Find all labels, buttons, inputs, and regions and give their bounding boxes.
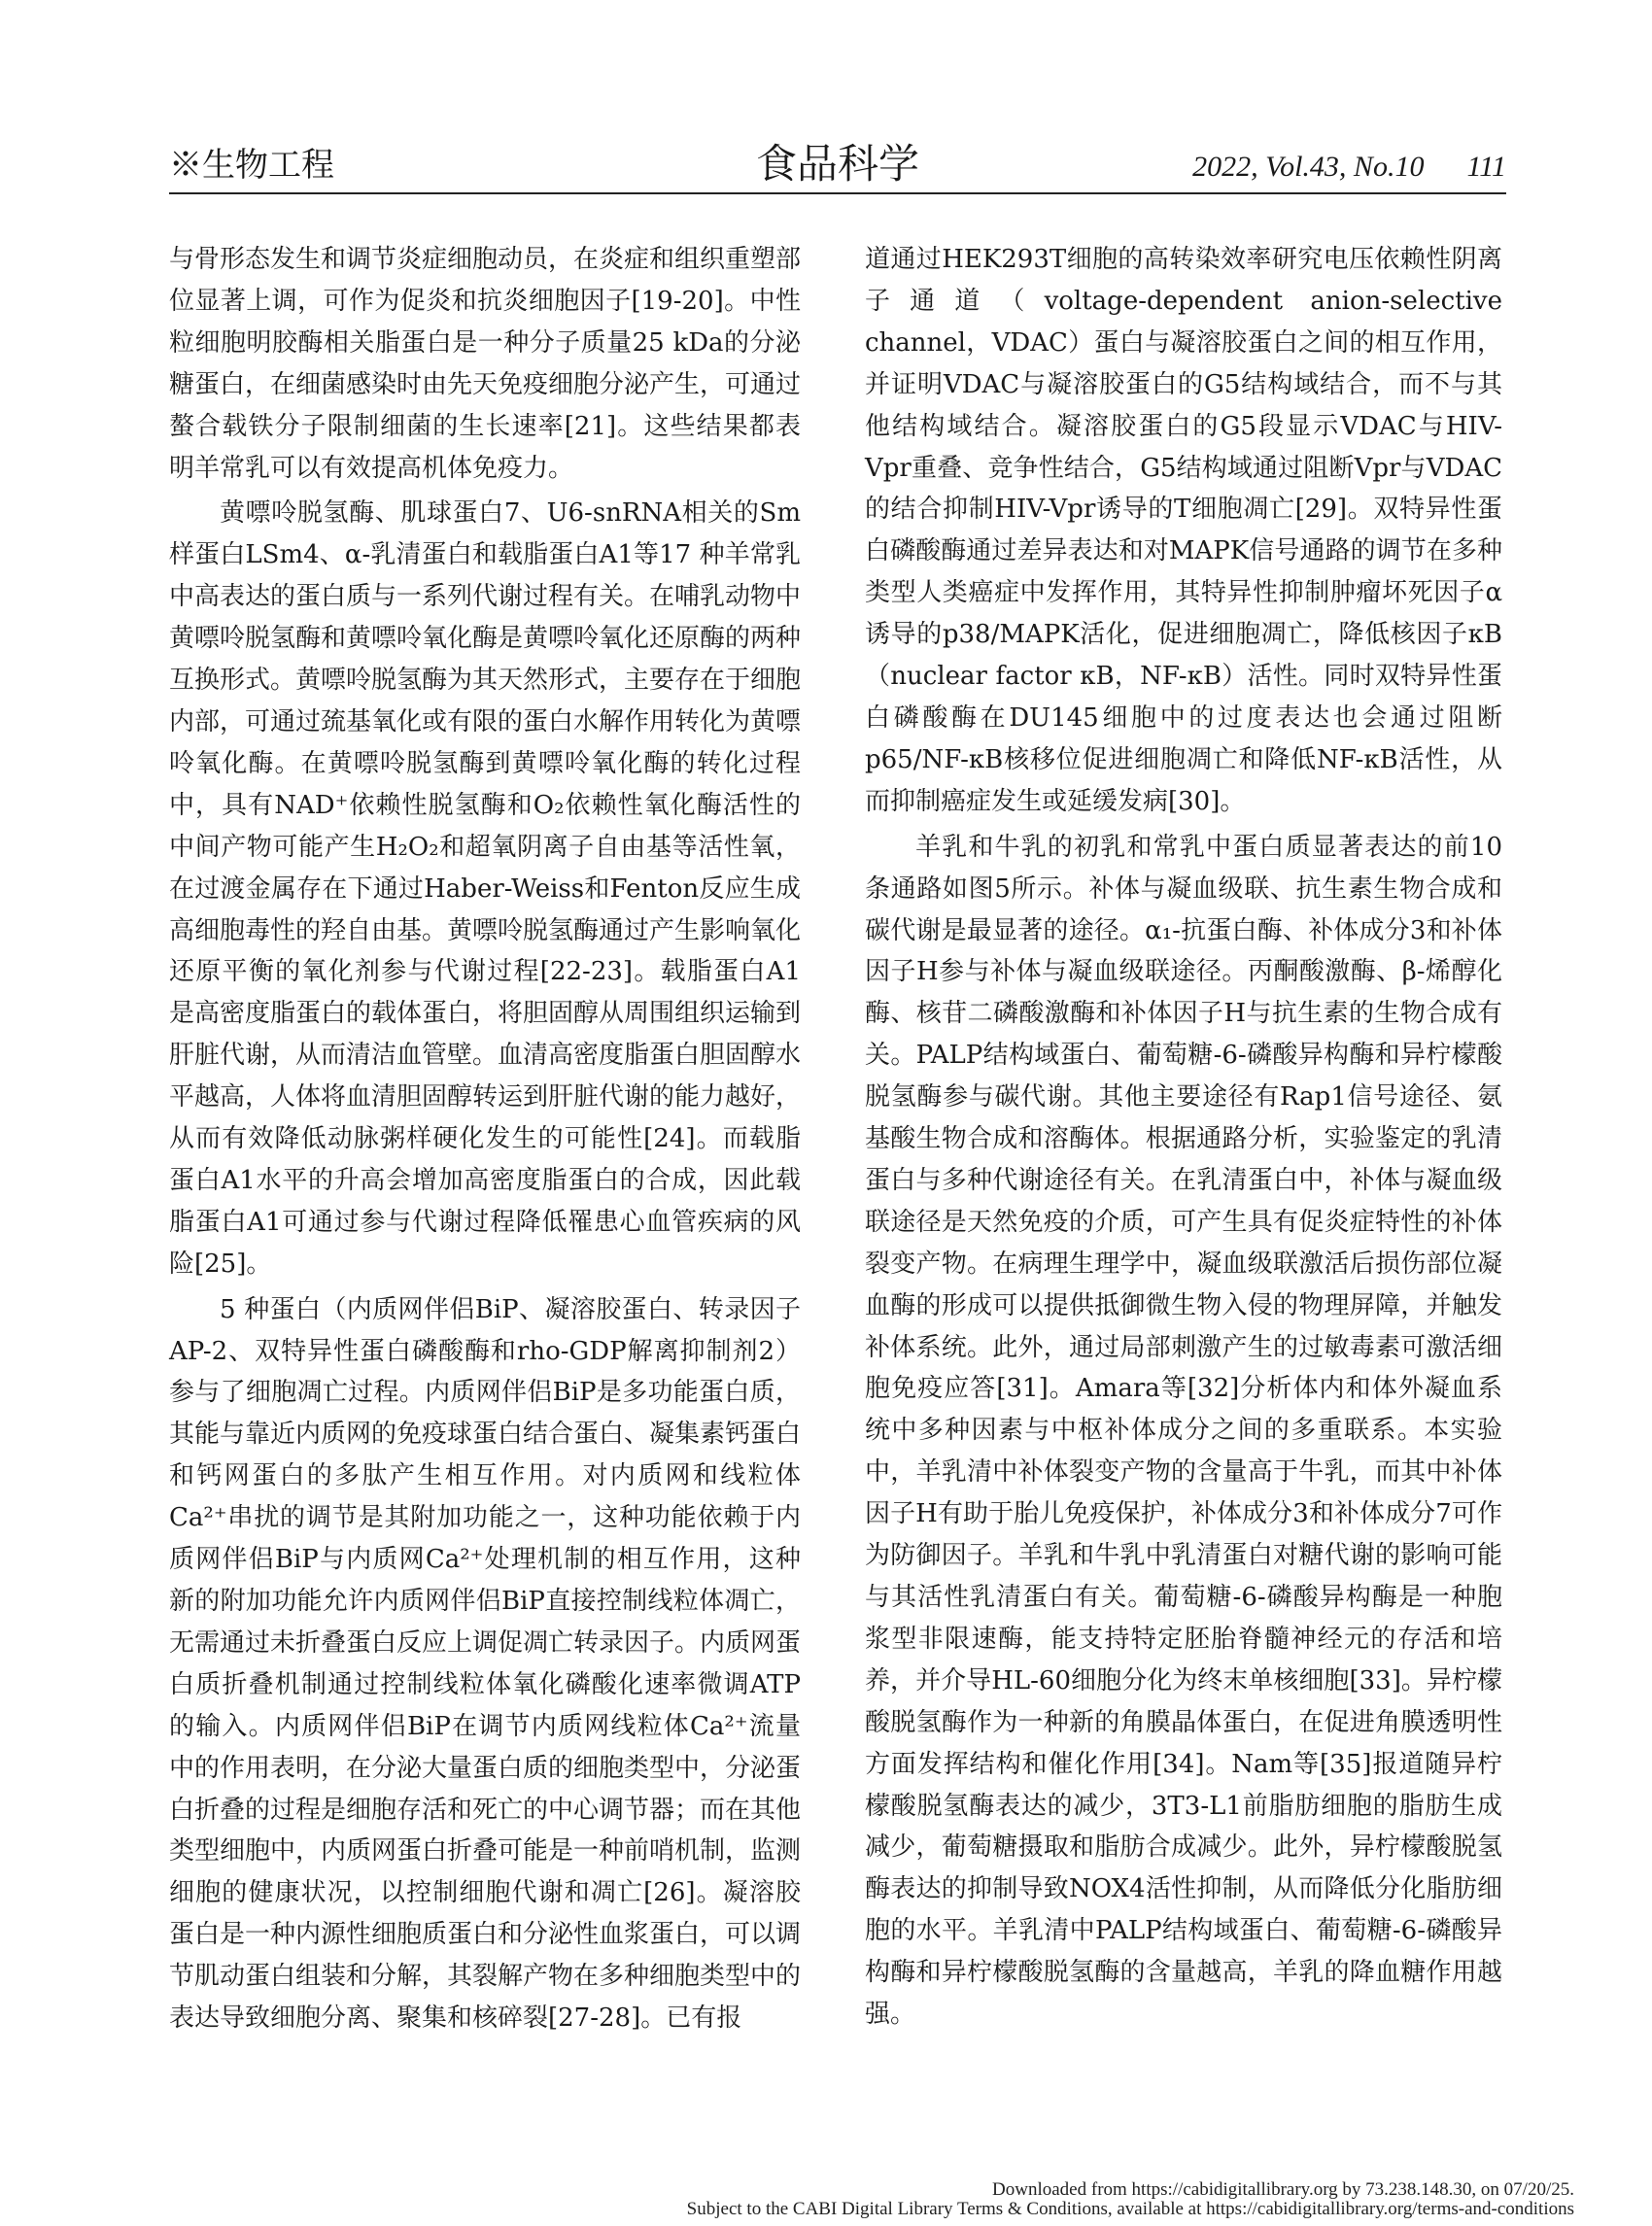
paragraph: 黄嘌呤脱氢酶、肌球蛋白7、U6-snRNA相关的Sm样蛋白LSm4、α-乳清蛋白和载脂蛋白A1等17 种羊常乳中高表达的蛋白质与一系列代谢过程有关。在哺乳动物中黄嘌呤脱氢酶和黄嘌呤氧化酶是黄嘌呤氧化还原酶的两种互换形式。黄嘌呤脱氢酶为其天然形式，主要存在于细胞内部，可通过巯基氧化或有限的蛋白水解作用转化为黄嘌呤氧化酶。在黄嘌呤脱氢酶到黄嘌呤氧化酶的转化过程中，具有NAD⁺依赖性脱氢酶和O₂依赖性氧化酶活性的中间产物可能产生H₂O₂和超氧阴离子自由基等活性氧，在过渡金属存在下通过Haber-Weiss和Fenton反应生成高细胞毒性的羟自由基。黄嘌呤脱氢酶通过产生影响氧化还原平衡的氧化剂参与代谢过程[22-23]。载脂蛋白A1是高密度脂蛋白的载体蛋白，将胆固醇从周围组织运输到肝脏代谢，从而清洁血管壁。血清高密度脂蛋白胆固醇水平越高，人体将血清胆固醇转运到肝脏代谢的能力越好，从而有效降低动脉粥样硬化发生的可能性[24]。而载脂蛋白A1水平的升高会增加高密度脂蛋白的合成，因此载脂蛋白A1可通过参与代谢过程降低罹患心血管疾病的风险[25]。 [169, 498, 802, 1279]
volume-issue: 2022, Vol.43, No.10 [1192, 151, 1425, 183]
paragraph: 5 种蛋白（内质网伴侣BiP、凝溶胶蛋白、转录因子AP-2、双特异性蛋白磷酸酶和rho-GDP解离抑制剂2）参与了细胞凋亡过程。内质网伴侣BiP是多功能蛋白质，其能与靠近内质网的免疫球蛋白结合蛋白、凝集素钙蛋白和钙网蛋白的多肽产生相互作用。对内质网和线粒体Ca²⁺串扰的调节是其附加功能之一，这种功能依赖于内质网伴侣BiP与内质网Ca²⁺处理机制的相互作用，这种新的附加功能允许内质网伴侣BiP直接控制线粒体凋亡，无需通过未折叠蛋白反应上调促凋亡转录因子。内质网蛋白质折叠机制通过控制线粒体氧化磷酸化速率微调ATP的输入。内质网伴侣BiP在调节内质网线粒体Ca²⁺流量中的作用表明，在分泌大量蛋白质的细胞类型中，分泌蛋白折叠的过程是细胞存活和死亡的中心调节器；而在其他类型细胞中，内质网蛋白折叠可能是一种前哨机制，监测细胞的健康状况，以控制细胞代谢和凋亡[26]。凝溶胶蛋白是一种内源性细胞质蛋白和分泌性血浆蛋白，可以调节肌动蛋白组装和分解，其裂解产物在多种细胞类型中的表达导致细胞分离、聚集和核碎裂[27-28]。已有报 [169, 1294, 802, 2034]
journal-title: 食品科学 [755, 140, 919, 188]
download-notice-line: Downloaded from https://cabidigitallibrary.org by 73.238.148.30, on 07/20/25. [992, 2179, 1574, 2200]
paragraph: 羊乳和牛乳的初乳和常乳中蛋白质显著表达的前10 条通路如图5所示。补体与凝血级联、抗生素生物合成和碳代谢是最显著的途径。α₁-抗蛋白酶、补体成分3和补体因子H参与补体与凝血级联途径。丙酮酸激酶、β-烯醇化酶、核苷二磷酸激酶和补体因子H与抗生素的生物合成有关。PALP结构域蛋白、葡萄糖-6-磷酸异构酶和异柠檬酸脱氢酶参与碳代谢。其他主要途径有Rap1信号途径、氨基酸生物合成和溶酶体。根据通路分析，实验鉴定的乳清蛋白与多种代谢途径有关。在乳清蛋白中，补体与凝血级联途径是天然免疫的介质，可产生具有促炎症特性的补体裂变产物。在病理生理学中，凝血级联激活后损伤部位凝血酶的形成可以提供抵御微生物入侵的物理屏障，并触发补体系统。此外，通过局部刺激产生的过敏毒素可激活细胞免疫应答[31]。Amara等[32]分析体内和体外凝血系统中多种因素与中枢补体成分之间的多重联系。本实验中，羊乳清中补体裂变产物的含量高于牛乳，而其中补体因子H有助于胎儿免疫保护，补体成分3和补体成分7可作为防御因子。羊乳和牛乳中乳清蛋白对糖代谢的影响可能与其活性乳清蛋白有关。葡萄糖-6-磷酸异构酶是一种胞浆型非限速酶，能支持特定胚胎脊髓神经元的存活和培养，并介导HL-60细胞分化为终末单核细胞[33]。异柠檬酸脱氢酶作为一种新的角膜晶体蛋白，在促进角膜透明性方面发挥结构和催化作用[34]。Nam等[35]报道随异柠檬酸脱氢酶表达的减少，3T3-L1前脂肪细胞的脂肪生成减少，葡萄糖摄取和脂肪合成减少。此外，异柠檬酸脱氢酶表达的抑制导致NOX4活性抑制，从而降低分化脂肪细胞的水平。羊乳清中PALP结构域蛋白、葡萄糖-6-磷酸异构酶和异柠檬酸脱氢酶的含量越高，羊乳的降血糖作用越强。 [865, 832, 1502, 2030]
right-column [865, 239, 1502, 2036]
page-header [169, 140, 1506, 194]
paragraph: 与骨形态发生和调节炎症细胞动员，在炎症和组织重塑部位显著上调，可作为促炎和抗炎细胞因子[19-20]。中性粒细胞明胶酶相关脂蛋白是一种分子质量25 kDa的分泌糖蛋白，在细菌感染时由先天免疫细胞分泌产生，可通过螯合载铁分子限制细菌的生长速率[21]。这些结果都表明羊常乳可以有效提高机体免疫力。 [169, 245, 802, 483]
left-column [169, 239, 801, 2039]
terms-notice-line: Subject to the CABI Digital Library Terms & Conditions, available at https://cabidigitallibrary.org/terms-and-conditions [686, 2199, 1574, 2219]
paragraph: 道通过HEK293T细胞的高转染效率研究电压依赖性阴离子通道（voltage-dependent anion-selective channel，VDAC）蛋白与凝溶胶蛋白之间的相互作用，并证明VDAC与凝溶胶蛋白的G5结构域结合，而不与其他结构域结合。凝溶胶蛋白的G5段显示VDAC与HIV-Vpr重叠、竞争性结合，G5结构域通过阻断Vpr与VDAC的结合抑制HIV-Vpr诱导的T细胞凋亡[29]。双特异性蛋白磷酸酶通过差异表达和对MAPK信号通路的调节在多种类型人类癌症中发挥作用，其特异性抑制肿瘤坏死因子α诱导的p38/MAPK活化，促进细胞凋亡，降低核因子κB（nuclear factor κB，NF-κB）活性。同时双特异性蛋白磷酸酶在DU145细胞中的过度表达也会通过阻断p65/NF-κB核移位促进细胞凋亡和降低NF-κB活性，从而抑制癌症发生或延缓发病[30]。 [865, 245, 1502, 816]
citation-info [1192, 148, 1506, 187]
section-label: ※生物工程 [169, 146, 334, 185]
page-number: 111 [1466, 151, 1506, 183]
download-notice [687, 2180, 1574, 2219]
